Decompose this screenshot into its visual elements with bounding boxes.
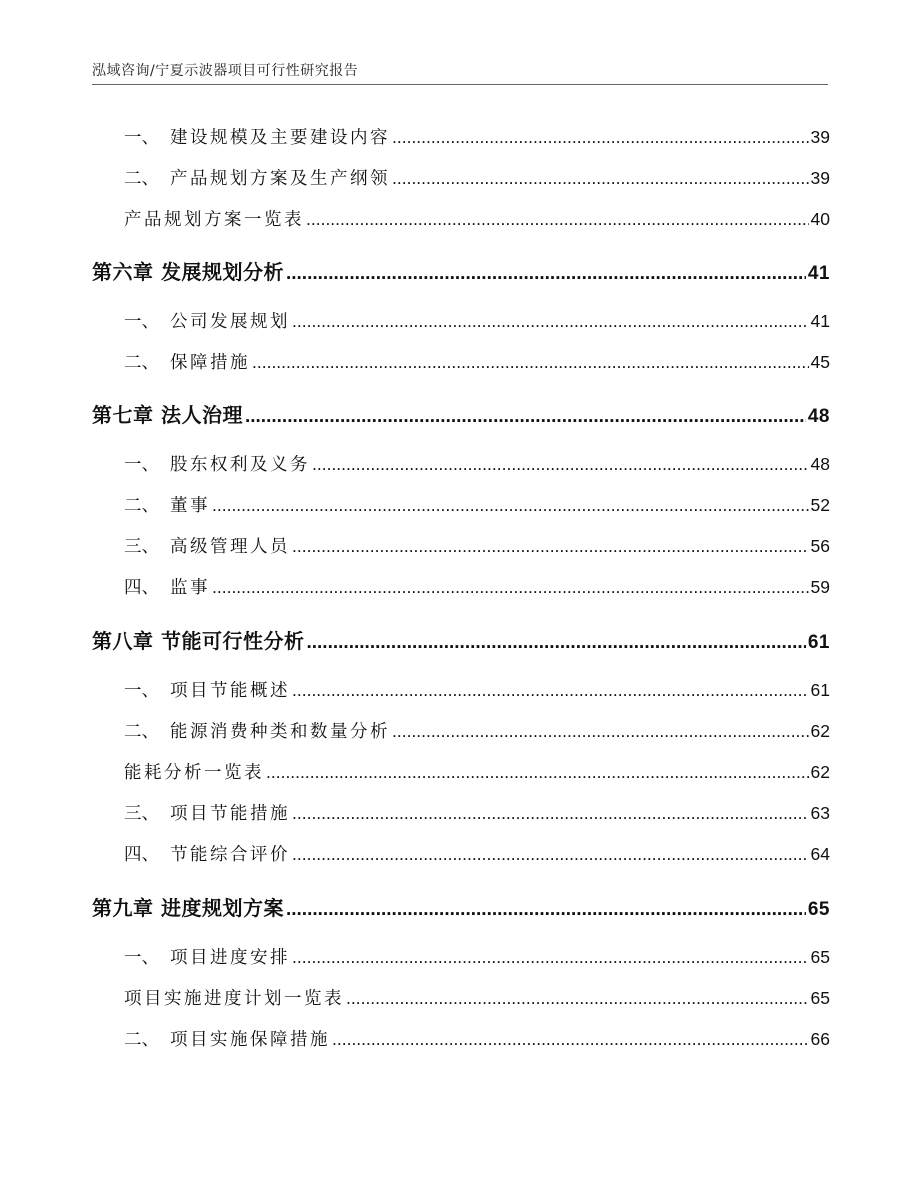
toc-leader-dots [306,632,805,654]
toc-chapter-entry[interactable] [92,625,830,654]
toc-entry-page: 48 [807,406,830,427]
toc-entry[interactable] [124,944,830,969]
toc-entry-number: 三、 [124,537,159,557]
toc-entry-page: 59 [810,577,830,597]
toc-entry-number: 一、 [124,455,159,475]
toc-entry-title: 能源消费种类和数量分析 [170,722,390,742]
toc-entry[interactable] [124,165,830,190]
toc-chapter-title: 第七章 法人治理 [92,403,243,427]
toc-entry-title: 董事 [170,496,210,516]
toc-chapter-title: 第九章 进度规划方案 [92,896,284,920]
toc-entry-title: 高级管理人员 [170,537,290,557]
toc-entry-title: 产品规划方案及生产纲领 [170,169,390,189]
toc-entry-page: 39 [810,127,830,147]
toc-entry-page: 45 [810,352,830,372]
toc-entry[interactable] [124,308,830,333]
toc-entry[interactable] [124,759,830,784]
toc-leader-dots [306,209,809,230]
toc-entry-page: 41 [807,263,830,284]
toc-entry-number: 一、 [124,312,159,332]
header-rule [92,84,828,85]
toc-entry-page: 62 [810,721,830,741]
toc-leader-dots [245,406,806,428]
toc-leader-dots [286,899,806,921]
toc-entry-page: 65 [807,899,830,920]
toc-entry-page: 52 [810,495,830,515]
toc-entry-number: 二、 [124,353,159,373]
toc-chapter-title: 第六章 发展规划分析 [92,260,284,284]
toc-entry-number: 二、 [124,722,159,742]
toc-entry-page: 61 [810,680,830,700]
toc-leader-dots [292,844,809,865]
toc-chapter-title: 第八章 节能可行性分析 [92,629,305,653]
toc-entry-page: 66 [810,1029,830,1049]
toc-leader-dots [292,536,809,557]
toc-leader-dots [392,721,809,742]
toc-entry[interactable] [124,492,830,517]
toc-entry[interactable] [124,800,830,825]
toc-entry-title: 项目进度安排 [170,948,290,968]
toc-entry-title: 建设规模及主要建设内容 [170,128,390,148]
toc-entry-number: 一、 [124,128,159,148]
toc-entry-page: 39 [810,168,830,188]
toc-entry-page: 63 [810,803,830,823]
toc-entry-title: 产品规划方案一览表 [124,210,304,230]
toc-entry-title: 保障措施 [170,353,250,373]
toc-entry-number: 二、 [124,1030,159,1050]
toc-entry[interactable] [124,533,830,558]
toc-leader-dots [292,311,809,332]
toc-chapter-entry[interactable] [92,892,830,921]
toc-leader-dots [392,127,809,148]
toc-entry-number: 二、 [124,169,159,189]
toc-entry-number: 一、 [124,681,159,701]
toc-leader-dots [332,1029,809,1050]
toc-entry[interactable] [124,124,830,149]
toc-entry-page: 56 [810,536,830,556]
toc-entry[interactable] [124,1026,830,1051]
toc-leader-dots [266,762,809,783]
toc-entry-page: 61 [807,632,830,653]
toc-leader-dots [252,352,809,373]
toc-leader-dots [292,803,809,824]
toc-leader-dots [392,168,809,189]
toc-entry-page: 65 [810,988,830,1008]
toc-entry-title: 项目实施进度计划一览表 [124,989,344,1009]
toc-entry-title: 项目节能措施 [170,804,290,824]
toc-entry-title: 节能综合评价 [170,845,290,865]
toc-entry-page: 64 [810,844,830,864]
toc-entry-number: 四、 [124,578,159,598]
toc-entry[interactable] [124,985,830,1010]
toc-entry[interactable] [124,206,830,231]
toc-entry-title: 项目实施保障措施 [170,1030,330,1050]
toc-entry[interactable] [124,451,830,476]
toc-leader-dots [346,988,809,1009]
toc-entry-page: 65 [810,947,830,967]
toc-entry[interactable] [124,574,830,599]
toc-entry-number: 一、 [124,948,159,968]
toc-entry[interactable] [124,349,830,374]
toc-entry-number: 四、 [124,845,159,865]
toc-entry-page: 40 [810,209,830,229]
toc-leader-dots [292,947,809,968]
toc-chapter-entry[interactable] [92,256,830,285]
toc-leader-dots [212,577,809,598]
toc-leader-dots [312,454,809,475]
toc-entry[interactable] [124,718,830,743]
toc-leader-dots [212,495,809,516]
toc-entry-number: 三、 [124,804,159,824]
toc-entry[interactable] [124,677,830,702]
toc-entry-title: 能耗分析一览表 [124,763,264,783]
toc-chapter-entry[interactable] [92,399,830,428]
toc-leader-dots [292,680,809,701]
toc-entry-page: 41 [810,311,830,331]
running-header: 泓域咨询/宁夏示波器项目可行性研究报告 [92,63,359,79]
toc-entry[interactable] [124,841,830,866]
toc-leader-dots [286,263,806,285]
toc-entry-title: 项目节能概述 [170,681,290,701]
toc-entry-page: 62 [810,762,830,782]
toc-entry-title: 监事 [170,578,210,598]
toc-entry-number: 二、 [124,496,159,516]
toc-entry-title: 股东权利及义务 [170,455,310,475]
toc-entry-page: 48 [810,454,830,474]
toc-entry-title: 公司发展规划 [170,312,290,332]
